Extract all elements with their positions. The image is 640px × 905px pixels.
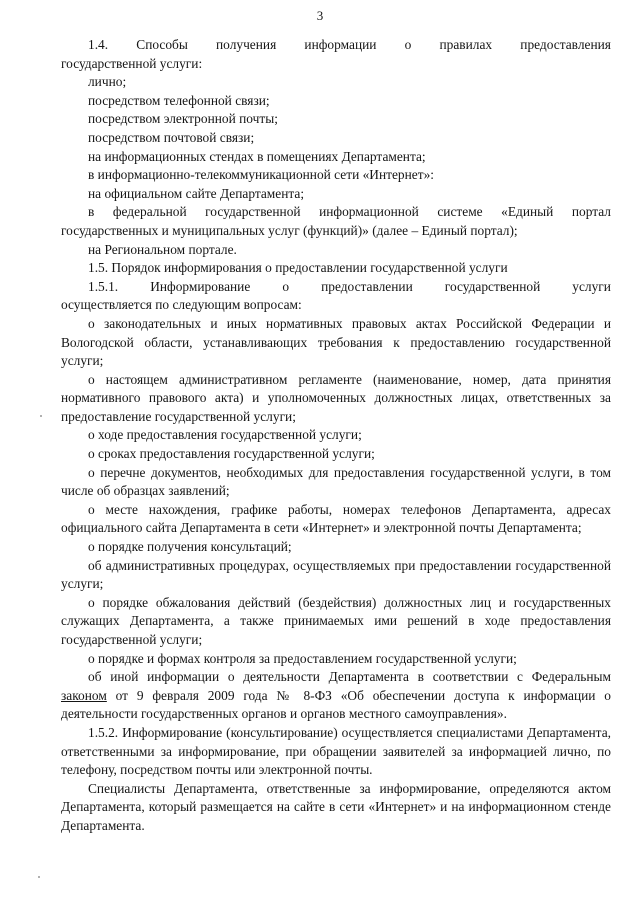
topic-item: о законодательных и иных нормативных правовых актах Российской Федерации и Вологодской области, устанавливающих требования к предоставлению государственной услуги; [61,315,611,369]
list-item: посредством телефонной связи; [88,92,270,108]
topic-item: о порядке и формах контроля за предоставлением государственной услуги; [88,650,517,666]
section-1-5-1-cont: осуществляется по следующим вопросам: [61,297,302,313]
word: 1.4. [88,37,109,52]
section-1-5-heading: 1.5. Порядок информирования о предоставлении государственной услуги [88,260,508,276]
word: о [404,37,412,52]
list-item: посредством почтовой связи; [88,129,255,145]
topic-item-law [61,668,611,724]
list-item-regional-portal: на Региональном портале. [88,241,237,257]
word: информации [304,37,377,52]
list-item: на официальном сайте Департамента; [88,185,305,201]
list-item-unified-portal: в федеральной государственной информационной системе «Единый портал государственных и муниципальных услуг (функций)» (далее – Единый портал); [61,204,611,238]
topic-item: о настоящем административном регламенте (наименование, номер, дата принятия нормативного правового акта) и уполномоченных должностных лицах, ответственных за предоставление государственной услуги; [61,371,611,424]
scan-speck [40,415,42,417]
topic-item: о сроках предоставления государственной услуги; [88,446,375,462]
word: 1.5.1. [88,278,119,294]
topic-item: о порядке получения консультаций; [88,539,292,555]
section-1-5-1-lead [61,278,611,297]
word: получения [216,37,277,52]
law-link[interactable]: законом [61,687,107,703]
topic-item: о ходе предоставления государственной услуги; [88,427,362,443]
topic-item: о перечне документов, необходимых для предоставления государственной услуги, в том числе об образцах заявлений; [61,464,611,499]
law-text-pre: об иной информации о деятельности Департамента в соответствии с Федеральным [88,669,611,685]
word: о [282,278,290,294]
word: предоставлении [321,278,413,294]
section-1-5-2: 1.5.2. Информирование (консультирование) осуществляется специалистами Департамента, ответственными за информирование, при обращении заявителей за информацией лично, по телефону, посредством почты или электронной почты. [61,724,611,778]
word: предоставления [520,37,611,52]
section-1-4-heading-cont: государственной услуги: [61,55,203,71]
list-item: посредством электронной почты; [88,111,278,127]
topic-item: об административных процедурах, осуществляемых при предоставлении государственной услуги; [61,557,611,592]
word: Способы [136,37,188,52]
word: Информирование [150,278,251,294]
page-number: 3 [316,8,324,23]
word: правилах [439,37,493,52]
document-body [61,36,611,836]
law-text-post: от 9 февраля 2009 года № 8-ФЗ «Об обеспечении доступа к информации о деятельности государственных органов и органов местного самоуправления». [61,687,611,722]
scan-speck [38,876,40,878]
word: услуги [572,278,611,294]
topic-item: о порядке обжалования действий (бездействия) должностных лиц и государственных служащих Департамента, а также принимаемых ими решений в ходе предоставления государственной услуги; [61,594,611,647]
word: государственной [444,278,541,294]
topic-item: о месте нахождения, графике работы, номерах телефонов Департамента, адресах официального сайта Департамента в сети «Интернет» и электронной почты Департамента; [61,501,611,536]
list-item: на информационных стендах в помещениях Департамента; [88,148,426,164]
section-1-4-heading [61,36,611,55]
list-item: лично; [88,74,127,90]
list-item: в информационно-телекоммуникационной сети «Интернет»: [88,167,434,183]
specialists-paragraph: Специалисты Департамента, ответственные за информирование, определяются актом Департамента, который размещается на сайте в сети «Интернет» и на информационном стенде Департамента. [61,780,611,833]
